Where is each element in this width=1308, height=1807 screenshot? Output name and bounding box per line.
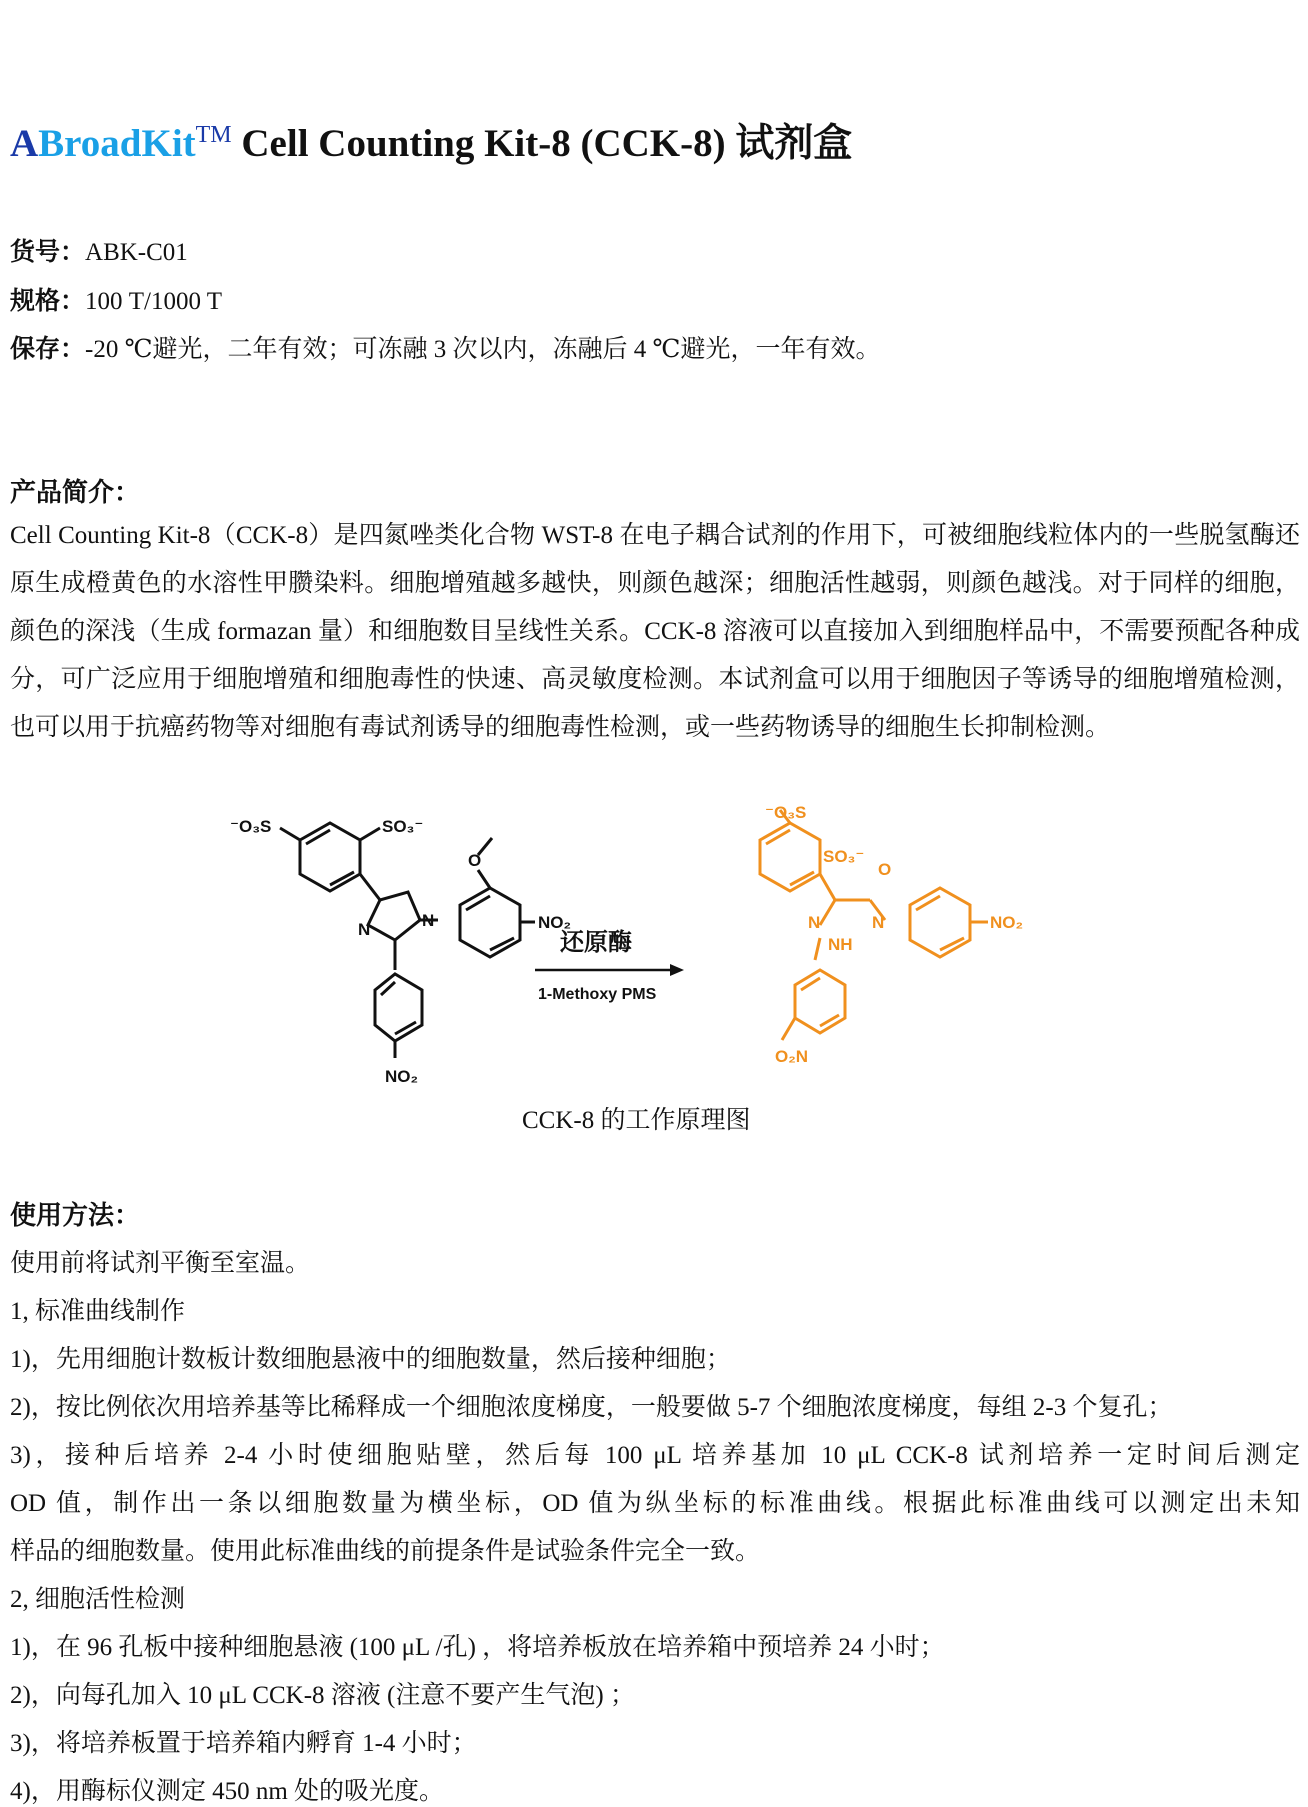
usage-pre: 使用前将试剂平衡至室温。 xyxy=(10,1250,311,1277)
storage-value: -20 ℃避光，二年有效；可冻融 3 次以内，冻融后 4 ℃避光，一年有效。 xyxy=(85,336,881,363)
s1-step3-line2: OD 值，制作出一条以细胞数量为横坐标，OD 值为纵坐标的标准曲线。根据此标准曲线可以测定出未知 xyxy=(10,1490,1300,1517)
catalog-label: 货号： xyxy=(10,239,86,266)
catalog-number xyxy=(10,232,188,268)
catalog-value: ABK-C01 xyxy=(85,239,188,266)
spec-label: 规格： xyxy=(10,288,86,315)
s2-step4: 4)，用酶标仪测定 450 nm 处的吸光度。 xyxy=(10,1778,445,1805)
reaction-scheme xyxy=(230,800,1110,1090)
s2-step3: 3)，将培养板置于培养箱内孵育 1-4 小时； xyxy=(10,1730,477,1757)
product-sulfonate-label-1: ⁻O₃S xyxy=(765,803,807,822)
nitro-label-2: NO₂ xyxy=(385,1067,419,1086)
nitro-label-1: NO₂ xyxy=(538,913,572,932)
product-nitro-label-1: NO₂ xyxy=(990,913,1024,932)
intro-paragraph: Cell Counting Kit-8（CCK-8）是四氮唑类化合物 WST-8 在电子耦合试剂的作用下，可被细胞线粒体内的一些脱氢酶还原生成橙黄色的水溶性甲臜染料。细胞增殖越多越快，则颜色越深；细胞活性越弱，则颜色越浅。对于同样的细胞，颜色的深浅（生成 formazan 量）和细胞数目呈线性关系。CCK-8 溶液可以直接加入到细胞样品中，不需要预配各种成分，可广泛应用于细胞增殖和细胞毒性的快速、高灵敏度检测。本试剂盒可以用于细胞因子等诱导的细胞增殖检测，也可以用于抗癌药物等对细胞有毒试剂诱导的细胞毒性检测，或一些药物诱导的细胞生长抑制检测。 xyxy=(10,522,1300,741)
tetrazole-n2-label: N xyxy=(358,920,371,939)
product-name: Cell Counting Kit-8 (CCK-8) 试剂盒 xyxy=(231,122,853,165)
wst8-structure xyxy=(280,823,535,1058)
enzyme-label: 还原酶 xyxy=(560,929,632,956)
section2-title: 2, 细胞活性检测 xyxy=(10,1586,186,1613)
s2-step2: 2)，向每孔加入 10 μL CCK-8 溶液 (注意不要产生气泡) ； xyxy=(10,1682,635,1709)
tetrazole-n-label: N xyxy=(422,911,435,930)
methoxy-o-label: O xyxy=(468,851,482,870)
product-methoxy-o-label: O xyxy=(878,860,892,879)
specification xyxy=(10,281,222,317)
intro-heading: 产品简介： xyxy=(10,478,141,507)
s1-step2: 2)，按比例依次用培养基等比稀释成一个细胞浓度梯度，一般要做 5-7 个细胞浓度梯度，每组 2-3 个复孔； xyxy=(10,1394,1173,1421)
storage-label: 保存： xyxy=(10,336,86,363)
usage-heading: 使用方法： xyxy=(10,1201,141,1230)
sulfonate-label-1: ⁻O₃S xyxy=(230,817,272,836)
s1-step3-line3: 样品的细胞数量。使用此标准曲线的前提条件是试验条件完全一致。 xyxy=(10,1538,761,1565)
s1-step1: 1)，先用细胞计数板计数细胞悬液中的细胞数量，然后接种细胞； xyxy=(10,1346,731,1373)
spec-value: 100 T/1000 T xyxy=(85,288,223,315)
figure-caption: CCK-8 的工作原理图 xyxy=(522,1107,751,1134)
cofactor-label: 1-Methoxy PMS xyxy=(538,986,657,1003)
s1-step3-line1: 3)，接种后培养 2-4 小时使细胞贴壁，然后每 100 μL 培养基加 10 μL CCK-8 试剂培养一定时间后测定 xyxy=(10,1442,1300,1469)
brand-name: BroadKit xyxy=(38,122,196,165)
brand-letter-a: A xyxy=(10,122,39,165)
product-azo-n-label: N xyxy=(872,913,885,932)
product-azo-n2-label: N xyxy=(808,913,821,932)
section1-title: 1, 标准曲线制作 xyxy=(10,1298,186,1325)
storage xyxy=(10,329,881,365)
document-title xyxy=(10,112,852,168)
product-sulfonate-label-2: SO₃⁻ xyxy=(823,847,865,866)
trademark-mark: TM xyxy=(195,122,232,148)
sulfonate-label-2: SO₃⁻ xyxy=(382,817,424,836)
reaction-arrow xyxy=(535,964,684,976)
product-nh-label: NH xyxy=(828,935,853,954)
s2-step1: 1)，在 96 孔板中接种细胞悬液 (100 μL /孔) ，将培养板放在培养箱中预培养 24 小时； xyxy=(10,1634,945,1661)
product-nitro-label-2: O₂N xyxy=(775,1047,809,1066)
